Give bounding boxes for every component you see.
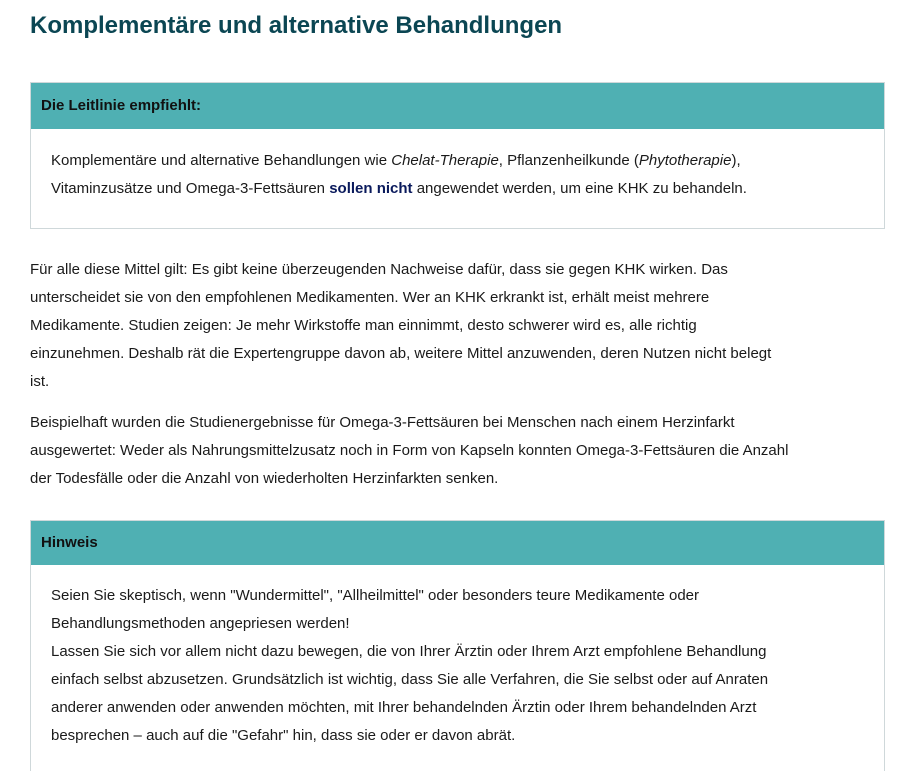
text-line: einfach selbst abzusetzen. Grundsätzlich ist wichtig, dass Sie alle Verfahren, die Sie selbst oder auf Anraten (51, 671, 769, 688)
emphasis-sollen-nicht: sollen nicht (329, 180, 413, 197)
text-line: Seien Sie skeptisch, wenn "Wundermittel", "Allheilmittel" oder besonders teure Medikamente oder (51, 587, 700, 604)
recommendation-text-part: , Pflanzenheilkunde ( (498, 152, 639, 169)
text-line: Für alle diese Mittel gilt: Es gibt keine überzeugenden Nachweise dafür, dass sie gegen KHK wirken. Das (30, 261, 728, 278)
note-box (30, 520, 885, 771)
text-line: Medikamente. Studien zeigen: Je mehr Wirkstoffe man einnimmt, desto schwerer wird es, alle richtig (30, 317, 697, 334)
chelat-term: Chelat-Therapie (391, 152, 499, 169)
recommendation-text-part: angewendet werden, um eine KHK zu behandeln. (412, 180, 747, 197)
phyto-term: Phytotherapie (638, 152, 732, 169)
page-title: Komplementäre und alternative Behandlungen (30, 12, 563, 39)
text-line: der Todesfälle oder die Anzahl von wiederholten Herzinfarkten senken. (30, 470, 499, 487)
text-line: einzunehmen. Deshalb rät die Expertengruppe davon ab, weitere Mittel anzuwenden, deren Nutzen nicht belegt (30, 345, 772, 362)
text-line: unterscheidet sie von den empfohlenen Medikamenten. Wer an KHK erkrankt ist, erhält meist mehrere (30, 289, 710, 306)
recommendation-heading: Die Leitlinie empfiehlt: (31, 83, 884, 129)
text-line: Lassen Sie sich vor allem nicht dazu bewegen, die von Ihrer Ärztin oder Ihrem Arzt empfohlene Behandlung (51, 643, 767, 660)
text-line: besprechen – auch auf die "Gefahr" hin, dass sie oder er davon abrät. (51, 727, 516, 744)
text-line: ausgewertet: Weder als Nahrungsmittelzusatz noch in Form von Kapseln konnten Omega-3-Fettsäuren die Anzahl (30, 442, 789, 459)
recommendation-text-part: Vitaminzusätze und Omega-3-Fettsäuren (51, 180, 330, 197)
text-line: anderer anwenden oder anwenden möchten, mit Ihrer behandelnden Ärztin oder Ihrem behandelnden Arzt (51, 699, 757, 716)
recommendation-box (30, 82, 885, 229)
note-text (31, 565, 884, 750)
recommendation-text (31, 129, 884, 203)
paragraph-omega3 (30, 409, 888, 493)
paragraph-evidence (30, 256, 888, 396)
text-line: Beispielhaft wurden die Studienergebnisse für Omega-3-Fettsäuren bei Menschen nach einem Herzinfarkt (30, 414, 735, 431)
note-heading: Hinweis (31, 521, 884, 565)
recommendation-text-part: Komplementäre und alternative Behandlungen wie (51, 152, 392, 169)
text-line: Behandlungsmethoden angepriesen werden! (51, 615, 350, 632)
text-line: ist. (30, 373, 50, 390)
recommendation-text-part: ), (731, 152, 741, 169)
